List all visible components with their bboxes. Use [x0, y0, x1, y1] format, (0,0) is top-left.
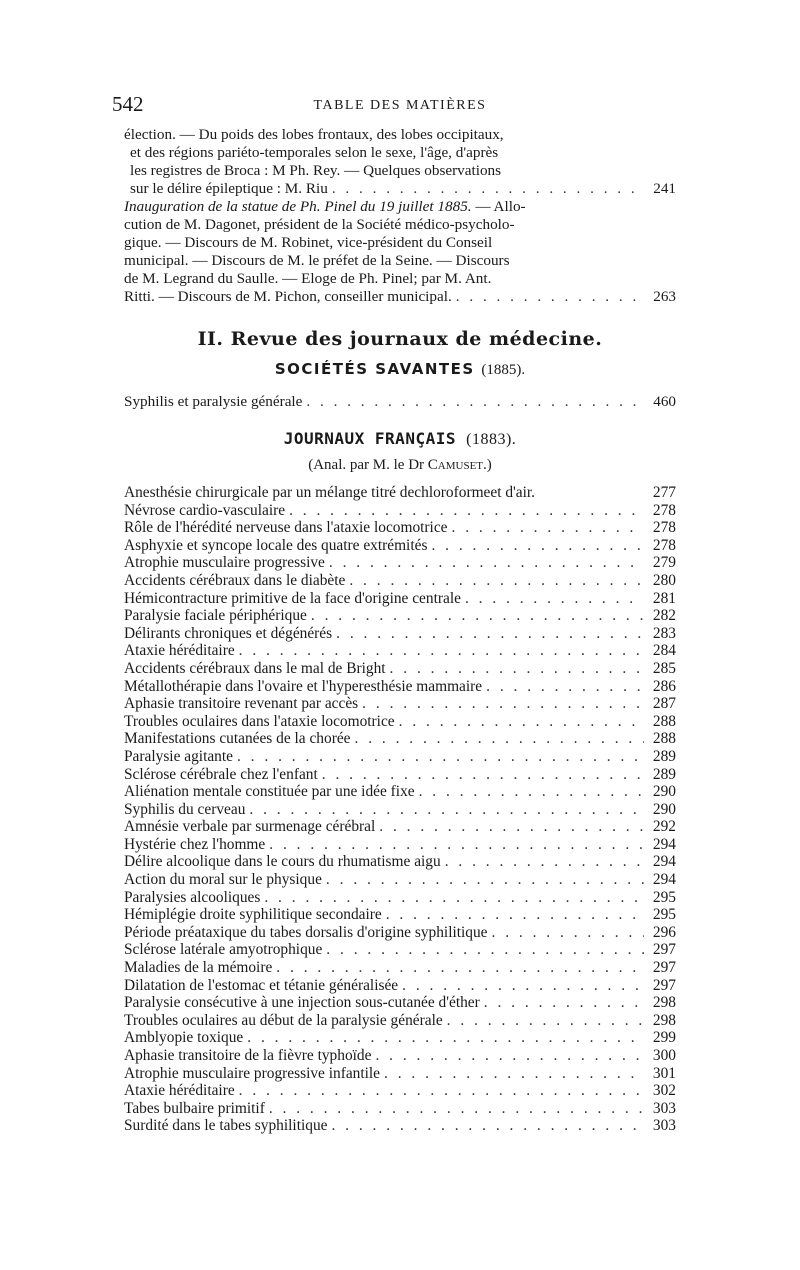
entry-page: 302 [652, 1082, 676, 1100]
entry-page: 292 [652, 818, 676, 836]
intro-line: élection. — Du poids des lobes frontaux, des lobes occipitaux, [124, 126, 504, 143]
entry-page: 285 [652, 659, 676, 677]
inauguration-block [124, 198, 676, 306]
leader-dots [419, 783, 644, 801]
leader-dots [331, 1117, 644, 1135]
inauguration-first-line [124, 198, 676, 216]
toc-entry [124, 977, 676, 995]
entry-label: Accidents cérébraux dans le mal de Bright [124, 659, 386, 677]
journaux-heading-text: JOURNAUX FRANÇAIS [283, 429, 456, 448]
entry-label: Dilatation de l'estomac et tétanie généralisée [124, 976, 399, 994]
entry-page: 299 [652, 1029, 676, 1047]
entry-page: 301 [652, 1064, 676, 1082]
toc-entry [124, 1100, 676, 1118]
entry-page: 278 [652, 501, 676, 519]
entry-page: 296 [652, 923, 676, 941]
leader-dots [269, 836, 644, 854]
entry-page: 241 [653, 180, 676, 197]
entry-page: 297 [652, 976, 676, 994]
toc-entry [124, 889, 676, 907]
societes-heading-text: SOCIÉTÉS SAVANTES [274, 360, 475, 378]
leader-dots [447, 1012, 644, 1030]
entry-page: 303 [652, 1117, 676, 1135]
intro-line: et des régions pariéto-temporales selon le sexe, l'âge, d'après [130, 144, 499, 161]
entry-label: Maladies de la mémoire [124, 959, 273, 977]
toc-entry [124, 678, 676, 696]
entry-label: Hémiplégie droite syphilitique secondaire [124, 906, 382, 924]
inauguration-line: de M. Legrand du Saulle. — Eloge de Ph. Pinel; par M. Ant. [124, 270, 492, 287]
entry-label: Hystérie chez l'homme [124, 835, 266, 853]
entry-page: 277 [652, 484, 676, 501]
toc-entry [124, 288, 676, 306]
entry-page: 278 [652, 536, 676, 554]
societes-heading [124, 360, 676, 379]
inauguration-line: — Allo- [475, 198, 526, 215]
leader-dots [269, 1100, 644, 1118]
leader-dots [456, 288, 644, 306]
entry-label: Tabes bulbaire primitif [124, 1099, 265, 1117]
entry-page: 263 [653, 288, 676, 305]
entry-label: Aphasie transitoire revenant par accès [124, 695, 359, 713]
intro-line: les registres de Broca : M Ph. Rey. — Quelques observations [130, 162, 502, 179]
leader-dots [326, 941, 644, 959]
entry-page: 294 [652, 835, 676, 853]
leader-dots [311, 607, 644, 625]
entry-page: 283 [652, 624, 676, 642]
leader-dots [276, 959, 644, 977]
toc-entry [124, 748, 676, 766]
societes-year: (1885). [481, 362, 526, 378]
leader-dots [247, 1029, 644, 1047]
entry-page: 281 [652, 589, 676, 607]
toc-entry [124, 713, 676, 731]
toc-entry [124, 766, 676, 784]
entry-page: 288 [652, 712, 676, 730]
leader-dots [445, 853, 644, 871]
entry-page: 295 [652, 888, 676, 906]
leader-dots [486, 678, 644, 696]
inauguration-title: Inauguration de la statue de Ph. Pinel du 19 juillet 1885. [124, 198, 472, 215]
leader-dots [329, 554, 644, 572]
entry-page: 287 [652, 695, 676, 713]
intro-block [124, 126, 676, 198]
leader-dots [431, 537, 644, 555]
entry-page: 289 [652, 765, 676, 783]
entry-page: 290 [652, 783, 676, 801]
section-heading: II. Revue des journaux de médecine. [197, 328, 603, 350]
attribution [124, 457, 676, 474]
toc-entry [124, 871, 676, 889]
journaux-list [124, 484, 676, 1135]
entry-page: 297 [652, 959, 676, 977]
entry-page: 289 [652, 747, 676, 765]
leader-dots [386, 906, 644, 924]
entry-page: 300 [652, 1047, 676, 1064]
entry-page: 282 [652, 607, 676, 625]
entry-label: Manifestations cutanées de la chorée [124, 730, 351, 748]
entry-label: Atrophie musculaire progressive [124, 554, 325, 572]
entry-page: 295 [652, 906, 676, 924]
toc-entry [124, 906, 676, 924]
leader-dots [349, 572, 644, 590]
leader-dots [484, 994, 644, 1012]
toc-entry [124, 783, 676, 801]
toc-entry [124, 695, 676, 713]
leader-dots [452, 519, 645, 537]
leader-dots [239, 1082, 644, 1100]
leader-dots [322, 766, 644, 784]
leader-dots [402, 977, 644, 995]
leader-dots [355, 730, 645, 748]
entry-label: Délire alcoolique dans le cours du rhumatisme aigu [124, 853, 441, 871]
entry-page: 288 [652, 730, 676, 748]
entry-page: 280 [652, 571, 676, 589]
leader-dots [384, 1065, 644, 1083]
toc-entry [124, 959, 676, 977]
page-number: 542 [112, 92, 144, 116]
entry-label: Paralysie faciale périphérique [124, 607, 307, 625]
entry-page: 290 [652, 800, 676, 818]
entry-label: Amnésie verbale par surmenage cérébral [124, 818, 376, 836]
entry-label: Paralysie consécutive à une injection sous-cutanée d'éther [124, 994, 480, 1012]
entry-label: Accidents cérébraux dans le diabète [124, 571, 346, 589]
leader-dots [336, 625, 644, 643]
leader-dots [399, 713, 644, 731]
entry-label: Hémicontracture primitive de la face d'origine centrale [124, 589, 461, 607]
toc-entry [124, 853, 676, 871]
entry-label: Sclérose cérébrale chez l'enfant [124, 765, 318, 783]
entry-page: 279 [652, 554, 676, 572]
entry-page: 298 [652, 1011, 676, 1029]
entry-label: Troubles oculaires au début de la paralysie générale [124, 1011, 443, 1029]
leader-dots [492, 924, 644, 942]
inauguration-line: municipal. — Discours de M. le préfet de la Seine. — Discours [124, 252, 510, 269]
page [112, 92, 676, 1135]
entry-page: 460 [653, 393, 676, 410]
toc-entry [124, 924, 676, 942]
toc-entry [124, 484, 676, 502]
entry-label: Syphilis et paralysie générale [124, 393, 303, 410]
societes-list [124, 393, 676, 411]
journaux-heading [124, 429, 676, 449]
entry-label: Ataxie héréditaire [124, 642, 235, 660]
leader-dots [375, 1047, 644, 1065]
toc-entry [124, 642, 676, 660]
entry-label: Anesthésie chirurgicale par un mélange titré dechloroformeet d'air. [124, 484, 536, 501]
toc-entry [124, 572, 676, 590]
leader-dots [306, 393, 644, 411]
entry-label: Aphasie transitoire de la fièvre typhoïde [124, 1047, 372, 1064]
entry-label: Amblyopie toxique [124, 1029, 244, 1047]
attribution-name: Camuset.) [427, 457, 492, 473]
entry-label: Paralysie agitante [124, 747, 233, 765]
entry-label: Métallothérapie dans l'ovaire et l'hyperesthésie mammaire [124, 677, 483, 695]
entry-label: Paralysies alcooliques [124, 888, 261, 906]
toc-entry [124, 554, 676, 572]
toc-entry [124, 836, 676, 854]
entry-label: Période préataxique du tabes dorsalis d'origine syphilitique [124, 923, 488, 941]
page-header [112, 92, 676, 126]
entry-label: sur le délire épileptique : M. Riu [130, 180, 328, 197]
entry-page: 298 [652, 994, 676, 1012]
entry-label: Sclérose latérale amyotrophique [124, 941, 323, 959]
toc-entry [124, 393, 676, 411]
entry-label: Asphyxie et syncope locale des quatre extrémités [124, 536, 428, 554]
entry-label: Action du moral sur le physique [124, 871, 322, 889]
entry-label: Aliénation mentale constituée par une idée fixe [124, 783, 415, 801]
toc-entry [124, 818, 676, 836]
leader-dots [289, 502, 644, 520]
leader-dots [249, 801, 644, 819]
leader-dots [326, 871, 644, 889]
toc-entry [124, 994, 676, 1012]
entry-label: Atrophie musculaire progressive infantile [124, 1064, 381, 1082]
inauguration-line: gique. — Discours de M. Robinet, vice-président du Conseil [124, 234, 493, 251]
entry-page: 284 [652, 642, 676, 660]
attribution-prefix: (Anal. par M. le Dr [308, 457, 425, 473]
leader-dots [362, 695, 644, 713]
toc-entry [124, 941, 676, 959]
toc-entry [124, 1065, 676, 1083]
toc-entry [124, 519, 676, 537]
toc-entry [124, 1029, 676, 1047]
toc-entry [124, 1047, 676, 1065]
toc-entry [124, 1082, 676, 1100]
entry-page: 303 [652, 1099, 676, 1117]
entry-label: Névrose cardio-vasculaire [124, 501, 286, 519]
toc-entry [124, 502, 676, 520]
entry-page: 294 [652, 871, 676, 889]
leader-dots [237, 748, 644, 766]
toc-entry [124, 1012, 676, 1030]
toc-entry [124, 801, 676, 819]
entry-label: Délirants chroniques et dégénérés [124, 624, 333, 642]
toc-entry [124, 660, 676, 678]
leader-dots [390, 660, 644, 678]
entry-label: Ataxie héréditaire [124, 1082, 235, 1100]
inauguration-line: cution de M. Dagonet, président de la Société médico-psycholo- [124, 216, 515, 233]
leader-dots [264, 889, 644, 907]
journaux-year: (1883). [466, 431, 517, 448]
toc-entry [124, 1117, 676, 1135]
entry-page: 297 [652, 941, 676, 959]
toc-entry [124, 607, 676, 625]
toc-entry [124, 730, 676, 748]
toc-entry [124, 590, 676, 608]
entry-label: Rôle de l'hérédité nerveuse dans l'ataxie locomotrice [124, 519, 448, 537]
entry-label: Ritti. — Discours de M. Pichon, conseiller municipal. [124, 288, 452, 305]
entry-page: 278 [652, 519, 676, 537]
leader-dots [332, 180, 644, 198]
toc-entry [124, 180, 676, 198]
entry-page: 294 [652, 853, 676, 871]
entry-label: Syphilis du cerveau [124, 800, 246, 818]
running-title: TABLE DES MATIÈRES [313, 98, 487, 113]
entry-label: Surdité dans le tabes syphilitique [124, 1117, 328, 1135]
toc-entry [124, 625, 676, 643]
toc-entry [124, 537, 676, 555]
leader-dots [465, 590, 644, 608]
entry-label: Troubles oculaires dans l'ataxie locomotrice [124, 712, 395, 730]
entry-page: 286 [652, 677, 676, 695]
leader-dots [379, 818, 644, 836]
leader-dots [239, 642, 644, 660]
